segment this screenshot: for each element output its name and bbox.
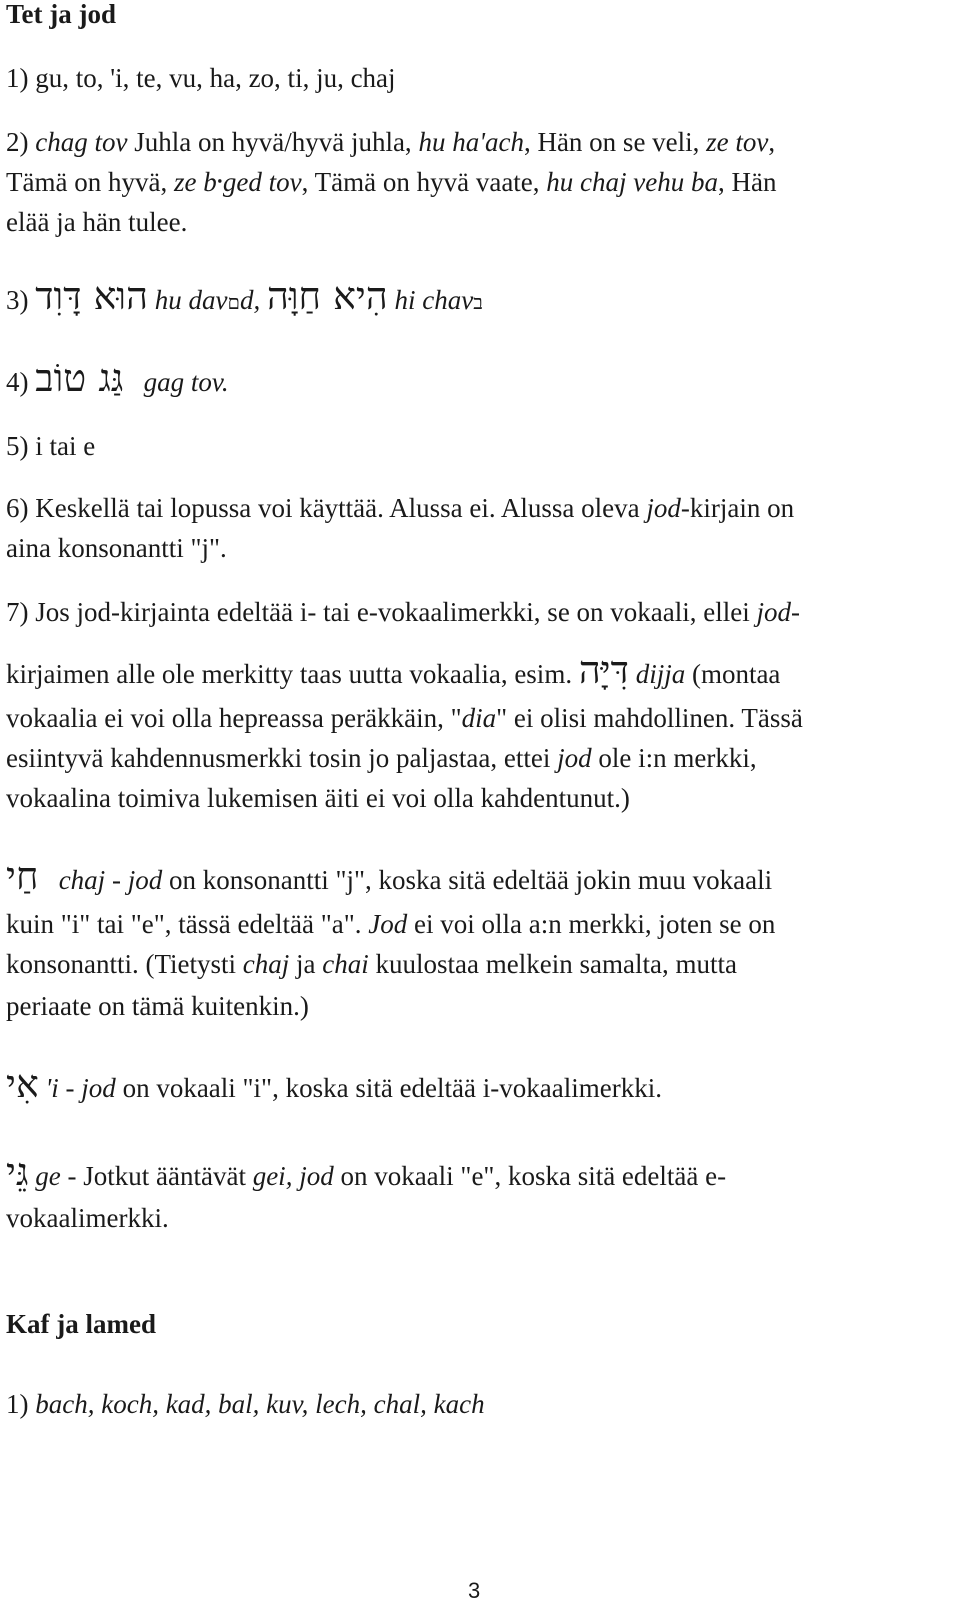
text: Tämä on hyvä, xyxy=(6,167,174,197)
item-2-line-1 xyxy=(6,126,775,158)
text: , Hän on se veli, xyxy=(523,127,707,157)
small-hebrew-mark: ם xyxy=(227,292,240,314)
italic-text: gei, jod xyxy=(252,1161,334,1191)
spacer xyxy=(38,865,58,895)
italic-text: jod xyxy=(557,743,592,773)
item-2-line-2 xyxy=(6,166,776,198)
item-3 xyxy=(6,274,483,319)
italic-text: ge xyxy=(35,1161,61,1191)
italic-text: jod xyxy=(127,865,163,895)
text: kirjaimen alle ole merkitty taas uutta vokaalia, esim. xyxy=(6,659,579,689)
item-7-line-3 xyxy=(6,702,803,734)
italic-text: chaj xyxy=(242,949,290,979)
text: 7) Jos jod-kirjainta edeltää i- tai e-vokaalimerkki, se on vokaali, ellei xyxy=(6,597,757,627)
item-2-line-3: elää ja hän tulee. xyxy=(6,207,188,237)
text: ja xyxy=(289,949,323,979)
text: konsonantti. (Tietysti xyxy=(6,949,243,979)
text: - xyxy=(105,865,128,895)
page-number: 3 xyxy=(468,1578,481,1603)
italic-text: chaj xyxy=(58,865,106,895)
item-4 xyxy=(6,356,229,400)
item-7-line-4 xyxy=(6,742,757,774)
hebrew-chaj: חַי xyxy=(6,854,39,898)
italic-text: jod xyxy=(646,493,681,523)
item-7-line-1 xyxy=(6,596,800,628)
italic-text: bach, koch, kad, bal, kuv, lech, chal, kach xyxy=(35,1389,485,1419)
italic-text: hu chaj vehu ba xyxy=(546,167,718,197)
text: Juhla on hyvä/hyvä juhla, xyxy=(127,127,419,157)
text: , xyxy=(768,127,776,157)
italic-text: hu dav xyxy=(148,285,228,315)
chaj-line-2 xyxy=(6,908,775,940)
item-6-line-1 xyxy=(6,492,794,524)
text: , Tämä on hyvä vaate, xyxy=(301,167,547,197)
italic-text: dia xyxy=(461,703,497,733)
item-6-line-2: aina konsonantti "j". xyxy=(6,533,227,563)
heading-tet-ja-jod: Tet ja jod xyxy=(6,0,117,29)
item-7-line-2 xyxy=(6,648,781,692)
italic-text: jod xyxy=(756,597,792,627)
italic-text: chai xyxy=(322,949,369,979)
text: (montaa xyxy=(685,659,781,689)
text: 4) xyxy=(6,367,36,397)
italic-text: chag tov xyxy=(35,127,128,157)
chaj-line-4: periaate on tämä kuitenkin.) xyxy=(6,991,309,1021)
text: " ei olisi mahdollinen. Tässä xyxy=(496,703,803,733)
chaj-line-3 xyxy=(6,948,737,980)
text: kuulostaa melkein samalta, mutta xyxy=(368,949,737,979)
italic-text: dijja xyxy=(628,659,686,689)
italic-text: hi chav xyxy=(387,285,474,315)
hebrew-ge: גֵּי xyxy=(6,1150,29,1194)
text: ole i:n merkki, xyxy=(591,743,757,773)
ge-line-2: vokaalimerkki. xyxy=(6,1203,169,1233)
italic-text: ze tov xyxy=(706,127,769,157)
italic-text: ged tov xyxy=(222,167,302,197)
small-hebrew-mark: ב xyxy=(473,292,483,314)
ge-line-1 xyxy=(6,1150,727,1194)
text: 3) xyxy=(6,285,36,315)
item-1: 1) gu, to, 'i, te, vu, ha, zo, ti, ju, chaj xyxy=(6,63,396,93)
text: -kirjain on xyxy=(680,493,795,523)
text: ei voi olla a:n merkki, joten se on xyxy=(407,909,776,939)
chaj-line-1 xyxy=(6,854,773,898)
text: on konsonantti "j", koska sitä edeltää jokin muu vokaali xyxy=(162,865,773,895)
text: on vokaali "e", koska sitä edeltää e- xyxy=(333,1161,727,1191)
text: kuin "i" tai "e", tässä edeltää "a". xyxy=(6,909,369,939)
text: esiintyvä kahdennusmerkki tosin jo paljastaa, ettei xyxy=(6,743,558,773)
italic-text: Jod xyxy=(368,909,408,939)
item-7-line-5: vokaalina toimiva lukemisen äiti ei voi olla kahdentunut.) xyxy=(6,783,630,813)
i-line xyxy=(6,1062,662,1106)
text: vokaalia ei voi olla hepreassa peräkkäin, " xyxy=(6,703,462,733)
italic-text: d, xyxy=(239,285,267,315)
text: , Hän xyxy=(718,167,777,197)
item-5: 5) i tai e xyxy=(6,431,96,461)
text: 2) xyxy=(6,127,36,157)
text: on vokaali "i", koska sitä edeltää i-vokaalimerkki. xyxy=(115,1073,662,1103)
italic-text: hu ha'ach xyxy=(418,127,524,157)
hebrew-i: אִי xyxy=(6,1062,39,1106)
text: 1) xyxy=(6,1389,36,1419)
hebrew-hi-chava: הִיא חַוָּה xyxy=(266,274,388,318)
kaf-lamed-item-1 xyxy=(6,1388,485,1420)
text: 6) Keskellä tai lopussa voi käyttää. Alussa ei. Alussa oleva xyxy=(6,493,647,523)
hebrew-gag-tov: גַּג טוֹב xyxy=(35,356,124,400)
italic-text: ze b xyxy=(173,167,217,197)
heading-kaf-ja-lamed: Kaf ja lamed xyxy=(6,1309,156,1339)
hebrew-dijja: דִּיָּה xyxy=(578,648,629,692)
superscript-mark: ꞏ xyxy=(216,171,223,193)
italic-text: gag tov. xyxy=(123,367,229,397)
italic-text: 'i - jod xyxy=(45,1073,116,1103)
text: - Jotkut ääntävät xyxy=(60,1161,253,1191)
spacer xyxy=(39,1073,46,1103)
hebrew-hu-david: הוּא דָּוִד xyxy=(35,274,148,318)
text: - xyxy=(791,597,801,627)
